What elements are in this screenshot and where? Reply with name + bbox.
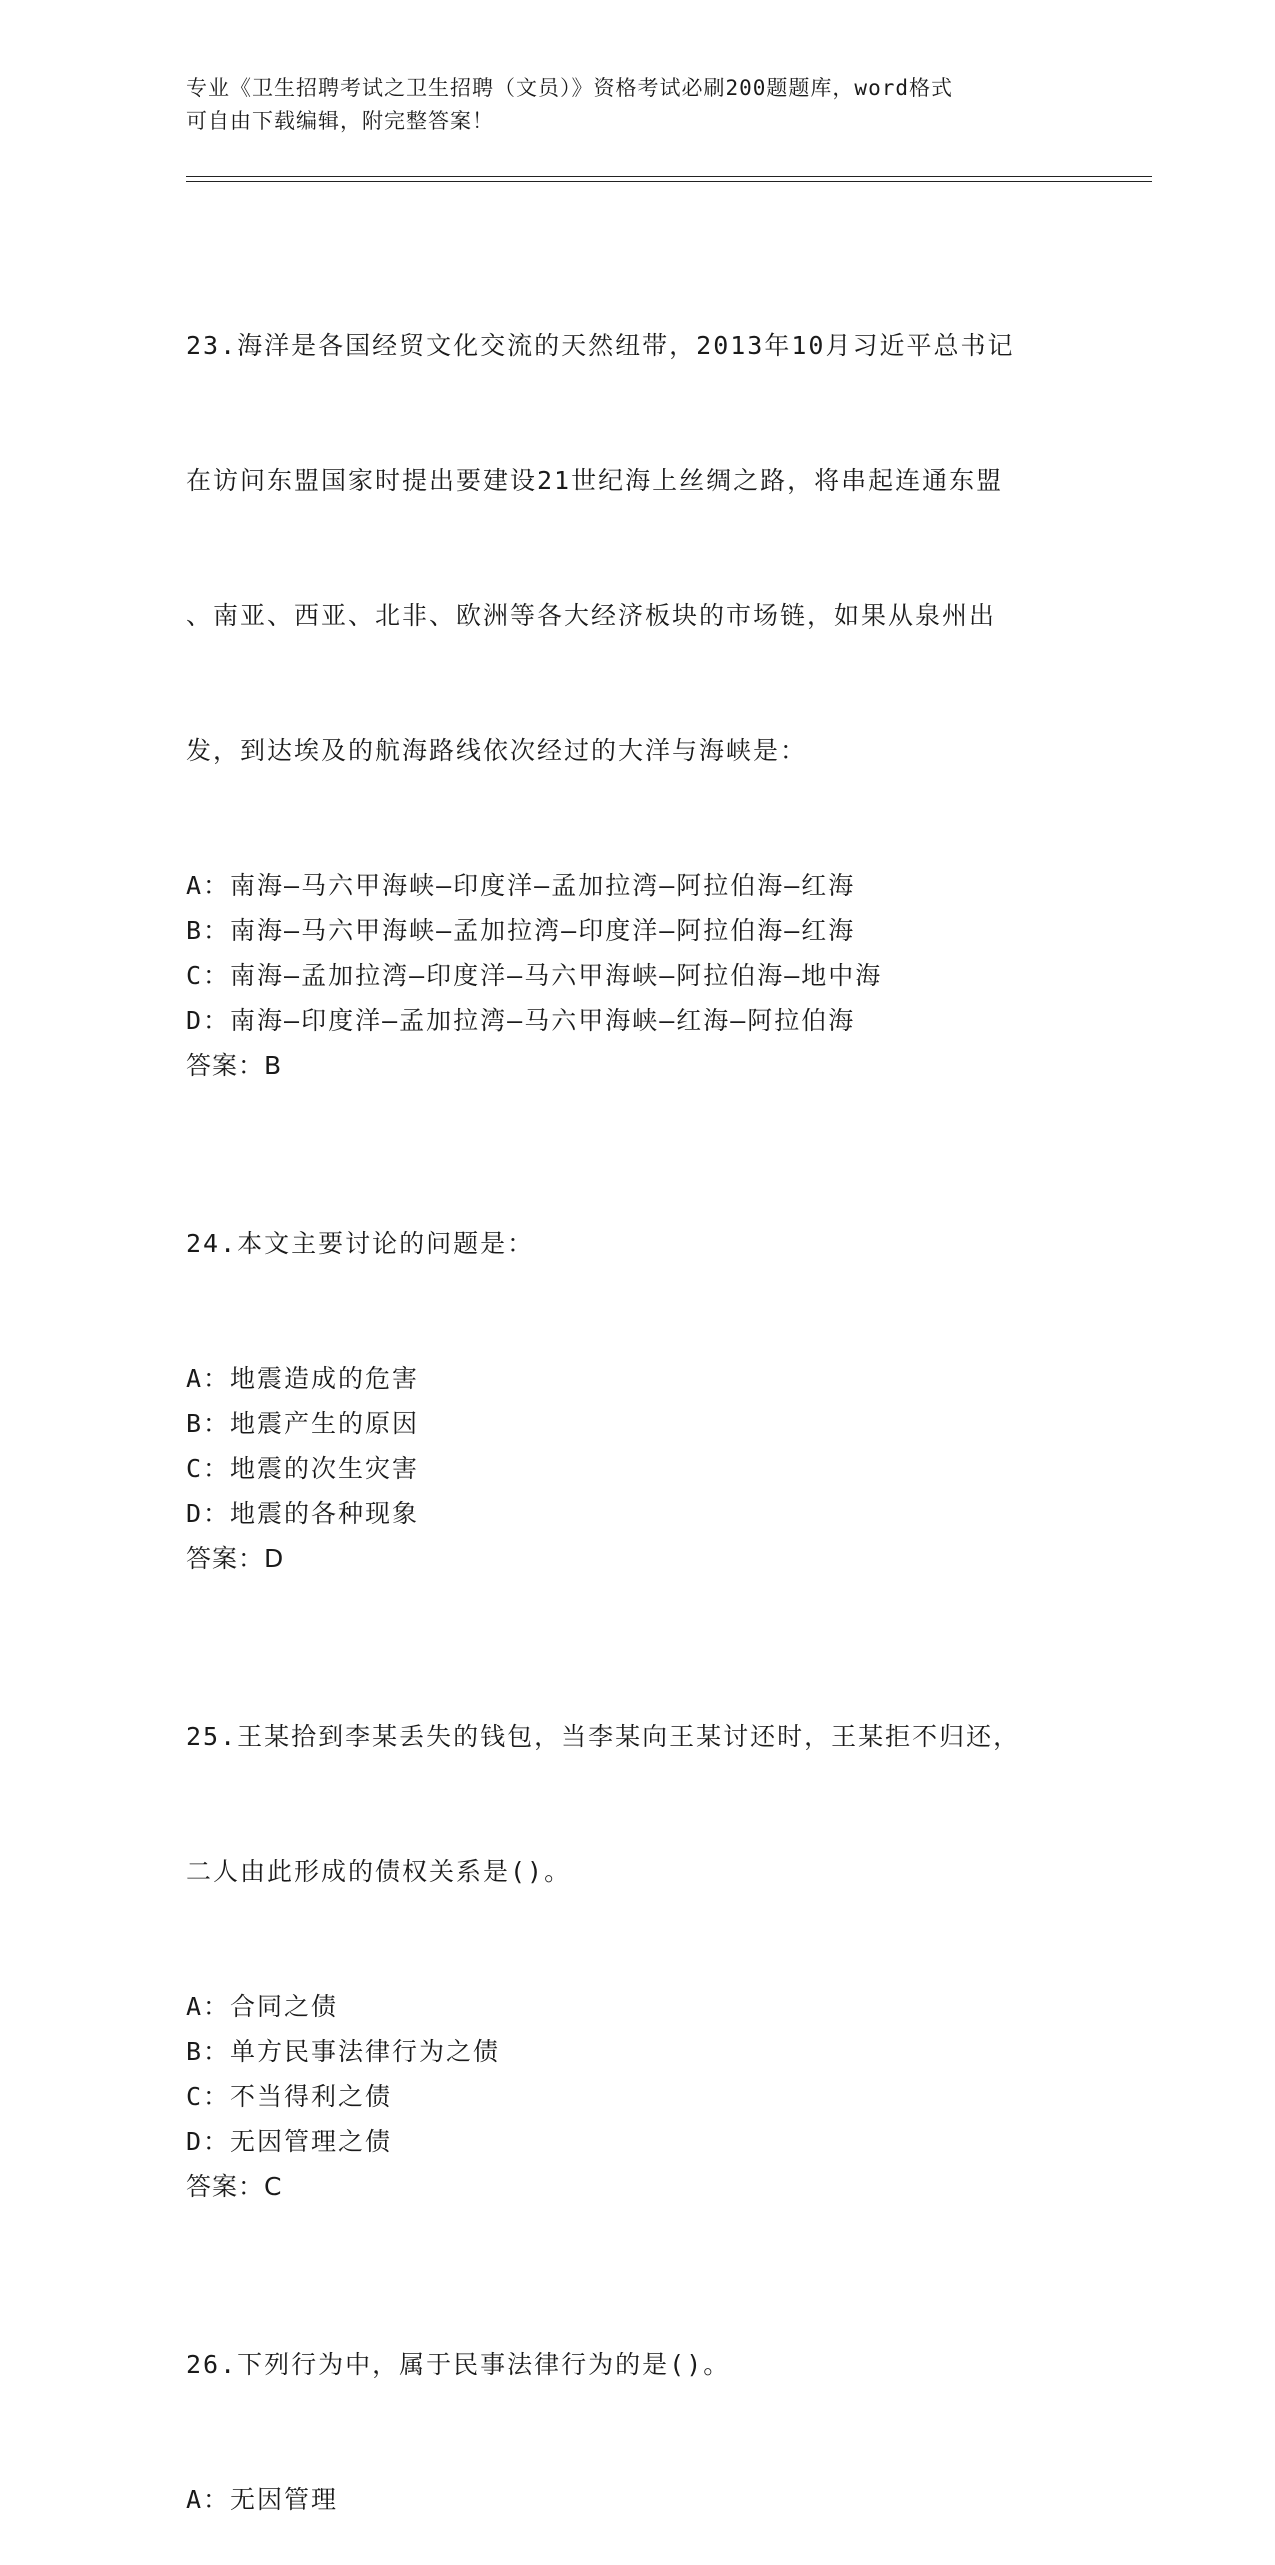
- stem-line: 发，到达埃及的航海路线依次经过的大洋与海峡是：: [186, 736, 808, 765]
- document-header: [186, 72, 1066, 138]
- question-stem: [186, 233, 1086, 863]
- question-stem: [186, 2252, 1086, 2477]
- option-a: A：地震造成的危害: [186, 1364, 420, 1393]
- question-stem: [186, 1624, 1086, 1984]
- stem-line: 在访问东盟国家时提出要建设21世纪海上丝绸之路，将串起连通东盟: [186, 466, 1004, 495]
- option-c: C：南海—孟加拉湾—印度洋—马六甲海峡—阿拉伯海—地中海: [186, 961, 883, 990]
- stem-line: 25.王某拾到李某丢失的钱包，当李某向王某讨还时，王某拒不归还，: [186, 1722, 1021, 1751]
- header-divider-bottom: [186, 181, 1152, 182]
- stem-line: 、南亚、西亚、北非、欧洲等各大经济板块的市场链，如果从泉州出: [186, 601, 997, 630]
- option-d: D：地震的各种现象: [186, 1499, 420, 1528]
- option-d: D：无因管理之债: [186, 2127, 393, 2156]
- question-25: [186, 1624, 1086, 2209]
- answer-line: 答案：B: [186, 1051, 283, 1080]
- question-23: [186, 233, 1086, 1088]
- question-24: [186, 1131, 1086, 1581]
- stem-line: 二人由此形成的债权关系是()。: [186, 1857, 572, 1886]
- answer-line: 答案：C: [186, 2172, 283, 2201]
- option-a: A：南海—马六甲海峡—印度洋—孟加拉湾—阿拉伯海—红海: [186, 871, 856, 900]
- stem-line: 24.本文主要讨论的问题是：: [186, 1229, 535, 1258]
- option-d: D：南海—印度洋—孟加拉湾—马六甲海峡—红海—阿拉伯海: [186, 1006, 856, 1035]
- answer-line: 答案：D: [186, 1544, 285, 1573]
- option-a: A：无因管理: [186, 2485, 339, 2514]
- question-26: [186, 2252, 1086, 2522]
- question-list: [186, 233, 1086, 2565]
- option-a: A：合同之债: [186, 1992, 339, 2021]
- option-b: B：地震产生的原因: [186, 1409, 420, 1438]
- option-b: B：单方民事法律行为之债: [186, 2037, 501, 2066]
- option-c: C：地震的次生灾害: [186, 1454, 420, 1483]
- stem-line: 23.海洋是各国经贸文化交流的天然纽带，2013年10月习近平总书记: [186, 331, 1015, 360]
- header-divider-top: [186, 176, 1152, 177]
- stem-line: 26.下列行为中，属于民事法律行为的是()。: [186, 2350, 731, 2379]
- option-c: C：不当得利之债: [186, 2082, 393, 2111]
- option-b: B：南海—马六甲海峡—孟加拉湾—印度洋—阿拉伯海—红海: [186, 916, 856, 945]
- question-stem: [186, 1131, 1086, 1356]
- header-line-1: 专业《卫生招聘考试之卫生招聘（文员）》资格考试必刷200题题库，word格式: [186, 76, 953, 100]
- header-line-2: 可自由下载编辑，附完整答案！: [186, 109, 494, 133]
